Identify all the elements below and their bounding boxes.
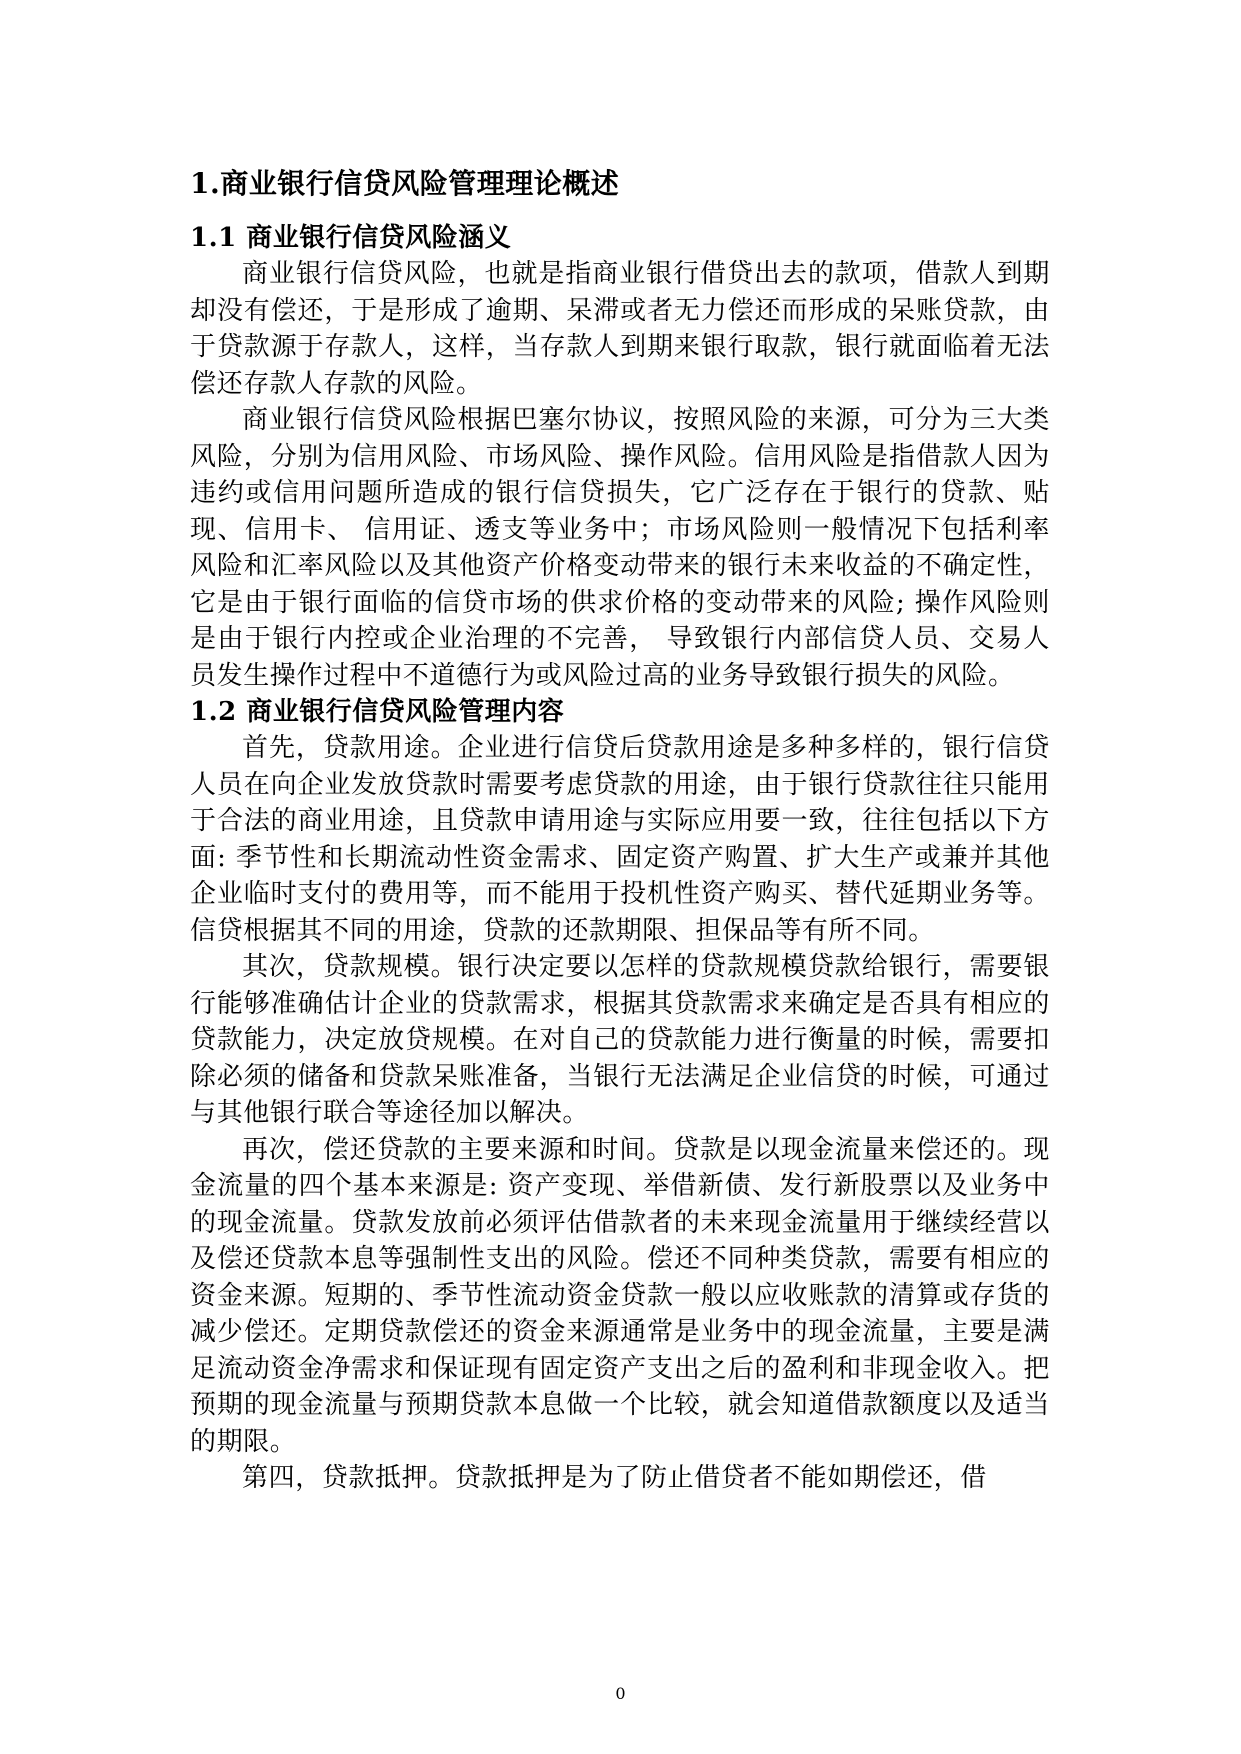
paragraph: 其次，贷款规模。银行决定要以怎样的贷款规模贷款给银行，需要银行能够准确估计企业的贷款需求，根据其贷款需求来确定是否具有相应的贷款能力，决定放贷规模。在对自己的贷款能力进行衡量的时候，需要扣除必须的储备和贷款呆账准备，当银行无法满足企业信贷的时候，可通过与其他银行联合等途径加以解决。 [190,952,1050,1128]
paragraph: 首先，贷款用途。企业进行信贷后贷款用途是多种多样的，银行信贷人员在向企业发放贷款时需要考虑贷款的用途，由于银行贷款往往只能用于合法的商业用途，且贷款申请用途与实际应用要一致，往往包括以下方面: 季节性和长期流动性资金需求、固定资产购置、扩大生产或兼并其他企业临时支付的费用等，而不能用于投机性资产购买、替代延期业务等。信贷根据其不同的用途，贷款的还款期限、担保品等有所不同。 [190,733,1050,946]
paragraph: 商业银行信贷风险根据巴塞尔协议，按照风险的来源，可分为三大类风险，分别为信用风险、市场风险、操作风险。信用风险是指借款人因为违约或信用问题所造成的银行信贷损失，它广泛存在于银行的贷款、贴现、信用卡、 信用证、透支等业务中；市场风险则一般情况下包括利率风险和汇率风险以及其他资产价格变动带来的银行未来收益的不确定性，它是由于银行面临的信贷市场的供求价格的变动带来的风险; 操作风险则是由于银行内控或企业治理的不完善， 导致银行内部信贷人员、交易人员发生操作过程中不道德行为或风险过高的业务导致银行损失的风险。 [190,405,1050,691]
paragraph: 再次，偿还贷款的主要来源和时间。贷款是以现金流量来偿还的。现金流量的四个基本来源是: 资产变现、举借新债、发行新股票以及业务中的现金流量。贷款发放前必须评估借款者的未来现金流量用于继续经营以及偿还贷款本息等强制性支出的风险。偿还不同种类贷款，需要有相应的资金来源。短期的、季节性流动资金贷款一般以应收账款的清算或存货的减少偿还。定期贷款偿还的资金来源通常是业务中的现金流量，主要是满足流动资金净需求和保证现有固定资产支出之后的盈利和非现金收入。把预期的现金流量与预期贷款本息做一个比较，就会知道借款额度以及适当的期限。 [190,1134,1050,1457]
page-number: 0 [615,1684,626,1703]
section-heading-1-1: 1.1 商业银行信贷风险涵义 [190,223,512,253]
section-heading-1-2: 1.2 商业银行信贷风险管理内容 [190,697,565,727]
document-title: 1.商业银行信贷风险管理理论概述 [190,167,620,200]
document-body [190,162,1050,1497]
paragraph: 商业银行信贷风险，也就是指商业银行借贷出去的款项，借款人到期却没有偿还，于是形成了逾期、呆滞或者无力偿还而形成的呆账贷款，由于贷款源于存款人，这样，当存款人到期来银行取款，银行就面临着无法偿还存款人存款的风险。 [190,259,1050,399]
paragraph: 第四，贷款抵押。贷款抵押是为了防止借贷者不能如期偿还，借 [242,1463,987,1493]
